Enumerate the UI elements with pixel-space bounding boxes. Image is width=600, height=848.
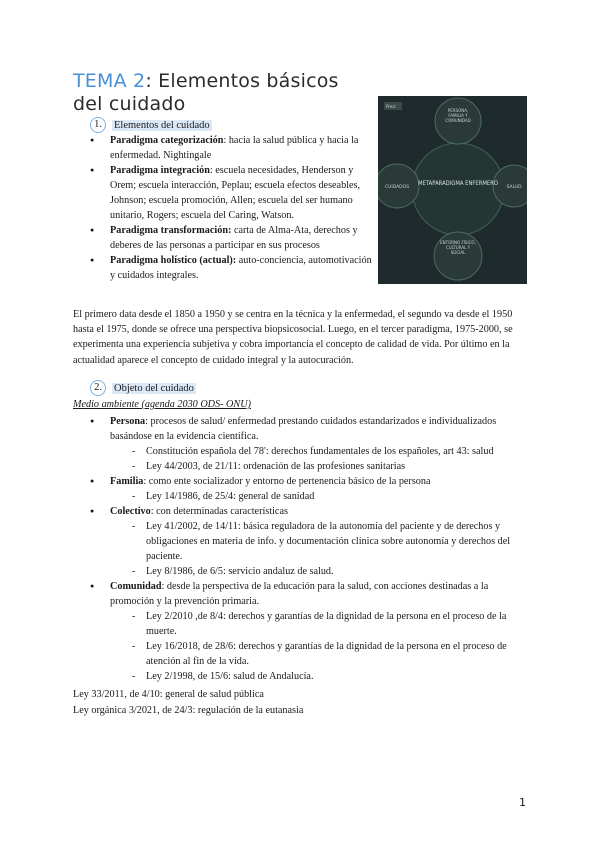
center-label: METAPARADIGMA ENFERMERO [418, 179, 498, 187]
list-item [90, 579, 528, 684]
item-bold: Paradigma categorización [110, 135, 224, 146]
section-1-heading [90, 117, 212, 133]
sub-list [130, 489, 528, 504]
list-item [90, 474, 528, 504]
paradigm-paragraph: El primero data desde el 1850 a 1950 y se centra en la técnica y la enfermedad, el segundo va desde el 1950 hasta el 1975, donde se ofrece una perspectiva biopsicosocial. Luego, en el tercer paradigma, 1975-2000, se experimenta una experiencia subjetiva y cobra importancia el concepto de calidad de vida. Por último en la actualidad aparece el concepto de cuidado integral y la autocuración. [73, 309, 513, 366]
title-prefix: TEMA 2 [73, 70, 146, 92]
item-bold: Paradigma holístico (actual): [110, 255, 237, 266]
sub-list-item: - Ley 16/2018, de 28/6: derechos y garantías de la dignidad de la persona en el proceso de atención al fin de la vida. [130, 639, 528, 669]
item-text: carta de Alma-Ata, derechos y deberes de las personas a participar en sus procesos [110, 225, 358, 251]
page-title [73, 70, 373, 116]
sub-list-item: - Ley 41/2002, de 14/11: básica reguladora de la autonomía del paciente y de derechos y obligaciones en materia de info. y documentación clínica sobre autonomía y derechos del paciente. [130, 519, 528, 564]
list-item [90, 223, 372, 253]
item-bold: Paradigma integración [110, 165, 210, 176]
section-1-label: Elementos del cuidado [114, 119, 210, 131]
sub-list [130, 609, 528, 684]
item-bold: Colectivo [110, 506, 151, 517]
item-text: : como ente socializador y entorno de pertenencia básico de la persona [143, 476, 431, 487]
section-2-label: Objeto del cuidado [114, 382, 194, 394]
section-2-number: 2. [90, 380, 106, 396]
sub-list-item: - Constitución española del 78': derechos fundamentales de los españoles, art 43: salud [130, 444, 528, 459]
item-text: : escuela necesidades, Henderson y Orem; escuela interacción, Peplau; escuela efectos deseables, Johnson; escuela promoción, Allen; escuela del ser humano unitario, Rogers; escuela del Caring, Watson. [110, 165, 361, 221]
sub-list-item: - Ley 44/2003, de 21/11: ordenación de las profesiones sanitarias [130, 459, 528, 474]
item-text: : con determinadas características [150, 506, 288, 517]
sub-list [130, 519, 528, 579]
center-circle [412, 143, 504, 235]
metaparadigm-diagram [378, 96, 527, 284]
item-text: : hacia la salud pública y hacia la enfermedad. Nightingale [110, 135, 359, 161]
law-line: Ley orgánica 3/2021, de 24/3: regulación de la eutanasia [73, 705, 304, 716]
item-text: : desde la perspectiva de la educación para la salud, con acciones destinadas a la promoción y la prevención primaria. [110, 581, 489, 607]
item-bold: Persona [110, 416, 146, 427]
bottom-label: ENTORNO FÍSICO, CULTURAL Y SOCIAL [440, 240, 476, 255]
law-line: Ley 33/2011, de 4/10: general de salud pública [73, 689, 264, 700]
list-item [90, 253, 372, 283]
sub-list [130, 444, 528, 474]
title-rest: : Elementos básicos del cuidado [73, 70, 339, 115]
sub-list-item: - Ley 2/2010 ,de 8/4: derechos y garantías de la dignidad de la persona en el proceso de la muerte. [130, 609, 528, 639]
section-2-subtitle: Medio ambiente (agenda 2030 ODS- ONU) [73, 399, 251, 410]
top-label: PERSONA, FAMILIA Y COMUNIDAD [445, 108, 471, 123]
list-item [90, 414, 528, 474]
page-number: 1 [519, 796, 526, 809]
list-item [90, 504, 528, 579]
object-list [90, 414, 528, 684]
item-text: : procesos de salud/ enfermedad prestando cuidados estandarizados e individualizados basándose en la evidencia científica. [110, 416, 497, 442]
sub-list-item: - Ley 14/1986, de 25/4: general de sanidad [130, 489, 528, 504]
list-item [90, 163, 372, 223]
bottom-label-wrap [440, 240, 476, 270]
sub-list-item: - Ley 8/1986, de 6/5: servicio andaluz de salud. [130, 564, 528, 579]
sub-list-item: - Ley 2/1998, de 15/6: salud de Andalucía. [130, 669, 528, 684]
paradigm-list [90, 133, 372, 283]
item-bold: Familia [110, 476, 144, 487]
item-text: auto-conciencia, automotivación y cuidados integrales. [110, 255, 372, 281]
right-label: SALUD [506, 185, 522, 190]
list-item [90, 133, 372, 163]
prezi-tag: Prezi [386, 104, 396, 109]
diagram-svg [378, 96, 527, 284]
item-bold: Comunidad [110, 581, 162, 592]
section-2-heading [90, 380, 196, 396]
item-bold: Paradigma transformación: [110, 225, 232, 236]
top-label-wrap [441, 108, 475, 136]
left-label: CUIDADOS [384, 185, 410, 190]
section-1-number: 1. [90, 117, 106, 133]
